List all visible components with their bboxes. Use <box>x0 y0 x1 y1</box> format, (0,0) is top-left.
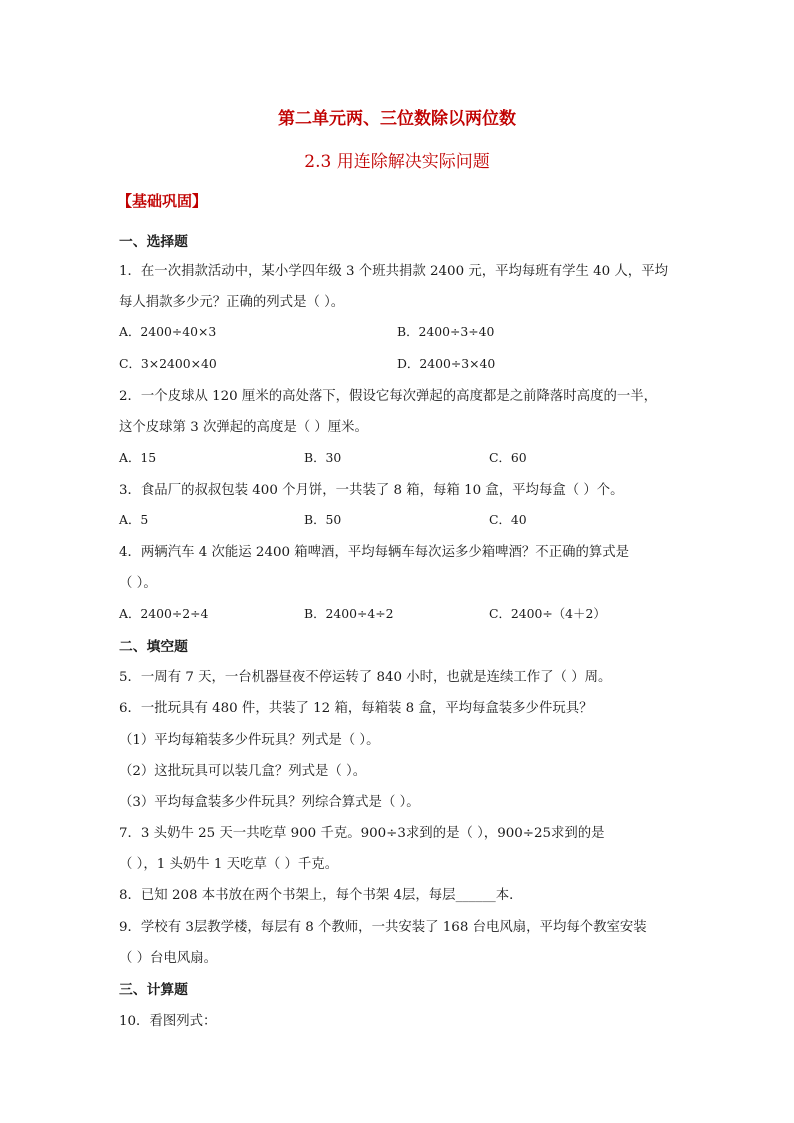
q4-line2: （ ）。 <box>119 576 157 591</box>
q3-option-c: C．40 <box>489 512 527 527</box>
q10-line: 10．看图列式： <box>119 1014 217 1029</box>
q3-option-a: A．5 <box>119 512 149 527</box>
q3-option-b: B．50 <box>304 512 342 527</box>
section-fill-heading: 二、填空题 <box>119 639 188 655</box>
q4-option-b: B．2400÷4÷2 <box>304 606 394 621</box>
q8-line: 8．已知 208 本书放在两个书架上，每个书架 4层，每层______本． <box>119 888 523 903</box>
q1-option-d: D．2400÷3×40 <box>397 356 496 371</box>
q3-line1: 3．食品厂的叔叔包装 400 个月饼，一共装了 8 箱，每箱 10 盒，平均每盒（ ）个。 <box>119 483 624 498</box>
q1-option-c: C．3×2400×40 <box>119 356 217 371</box>
q2-option-c: C．60 <box>489 450 527 465</box>
q2-line2: 这个皮球第 3 次弹起的高度是（ ）厘米。 <box>119 420 368 435</box>
section-label: 【基础巩固】 <box>117 192 208 210</box>
q7-line2: （ ），1 头奶牛 1 天吃草（ ）千克。 <box>119 857 339 872</box>
q1-line2: 每人捐款多少元？正确的列式是（ ）。 <box>119 295 345 310</box>
page-subtitle: 2.3 用连除解决实际问题 <box>304 152 490 172</box>
section-choice-heading: 一、选择题 <box>119 234 188 250</box>
q6-line1: 6．一批玩具有 480 件，共装了 12 箱，每箱装 8 盒，平均每盒装多少件玩具？ <box>119 701 593 716</box>
q1-line1: 1．在一次捐款活动中，某小学四年级 3 个班共捐款 2400 元，平均每班有学生 40 人，平均 <box>119 264 668 279</box>
q5-line: 5．一周有 7 天，一台机器昼夜不停运转了 840 小时，也就是连续工作了（ ）周。 <box>119 670 612 685</box>
q4-option-a: A．2400÷2÷4 <box>119 606 209 621</box>
q4-option-c: C．2400÷（4＋2） <box>489 606 606 621</box>
q6-sub3: （3）平均每盒装多少件玩具？列综合算式是（ ）。 <box>119 795 420 810</box>
q2-option-b: B．30 <box>304 450 342 465</box>
page-title: 第二单元两、三位数除以两位数 <box>278 109 516 129</box>
q6-sub2: （2）这批玩具可以装几盒？列式是（ ）。 <box>119 764 367 779</box>
section-calc-heading: 三、计算题 <box>119 982 188 998</box>
q2-option-a: A．15 <box>119 450 157 465</box>
q7-line1: 7．3 头奶牛 25 天一共吃草 900 千克。900÷3求到的是（ ），900÷25求到的是 <box>119 826 605 841</box>
q2-line1: 2．一个皮球从 120 厘米的高处落下，假设它每次弹起的高度都是之前降落时高度的一半， <box>119 389 658 404</box>
q1-option-b: B．2400÷3÷40 <box>397 324 495 339</box>
q9-line2: （ ）台电风扇。 <box>119 951 217 966</box>
q9-line1: 9．学校有 3层教学楼，每层有 8 个教师，一共安装了 168 台电风扇，平均每个教室安装 <box>119 920 647 935</box>
q4-line1: 4．两辆汽车 4 次能运 2400 箱啤酒，平均每辆车每次运多少箱啤酒？不正确的算式是 <box>119 545 630 560</box>
q6-sub1: （1）平均每箱装多少件玩具？列式是（ ）。 <box>119 733 380 748</box>
q1-option-a: A．2400÷40×3 <box>119 324 217 339</box>
